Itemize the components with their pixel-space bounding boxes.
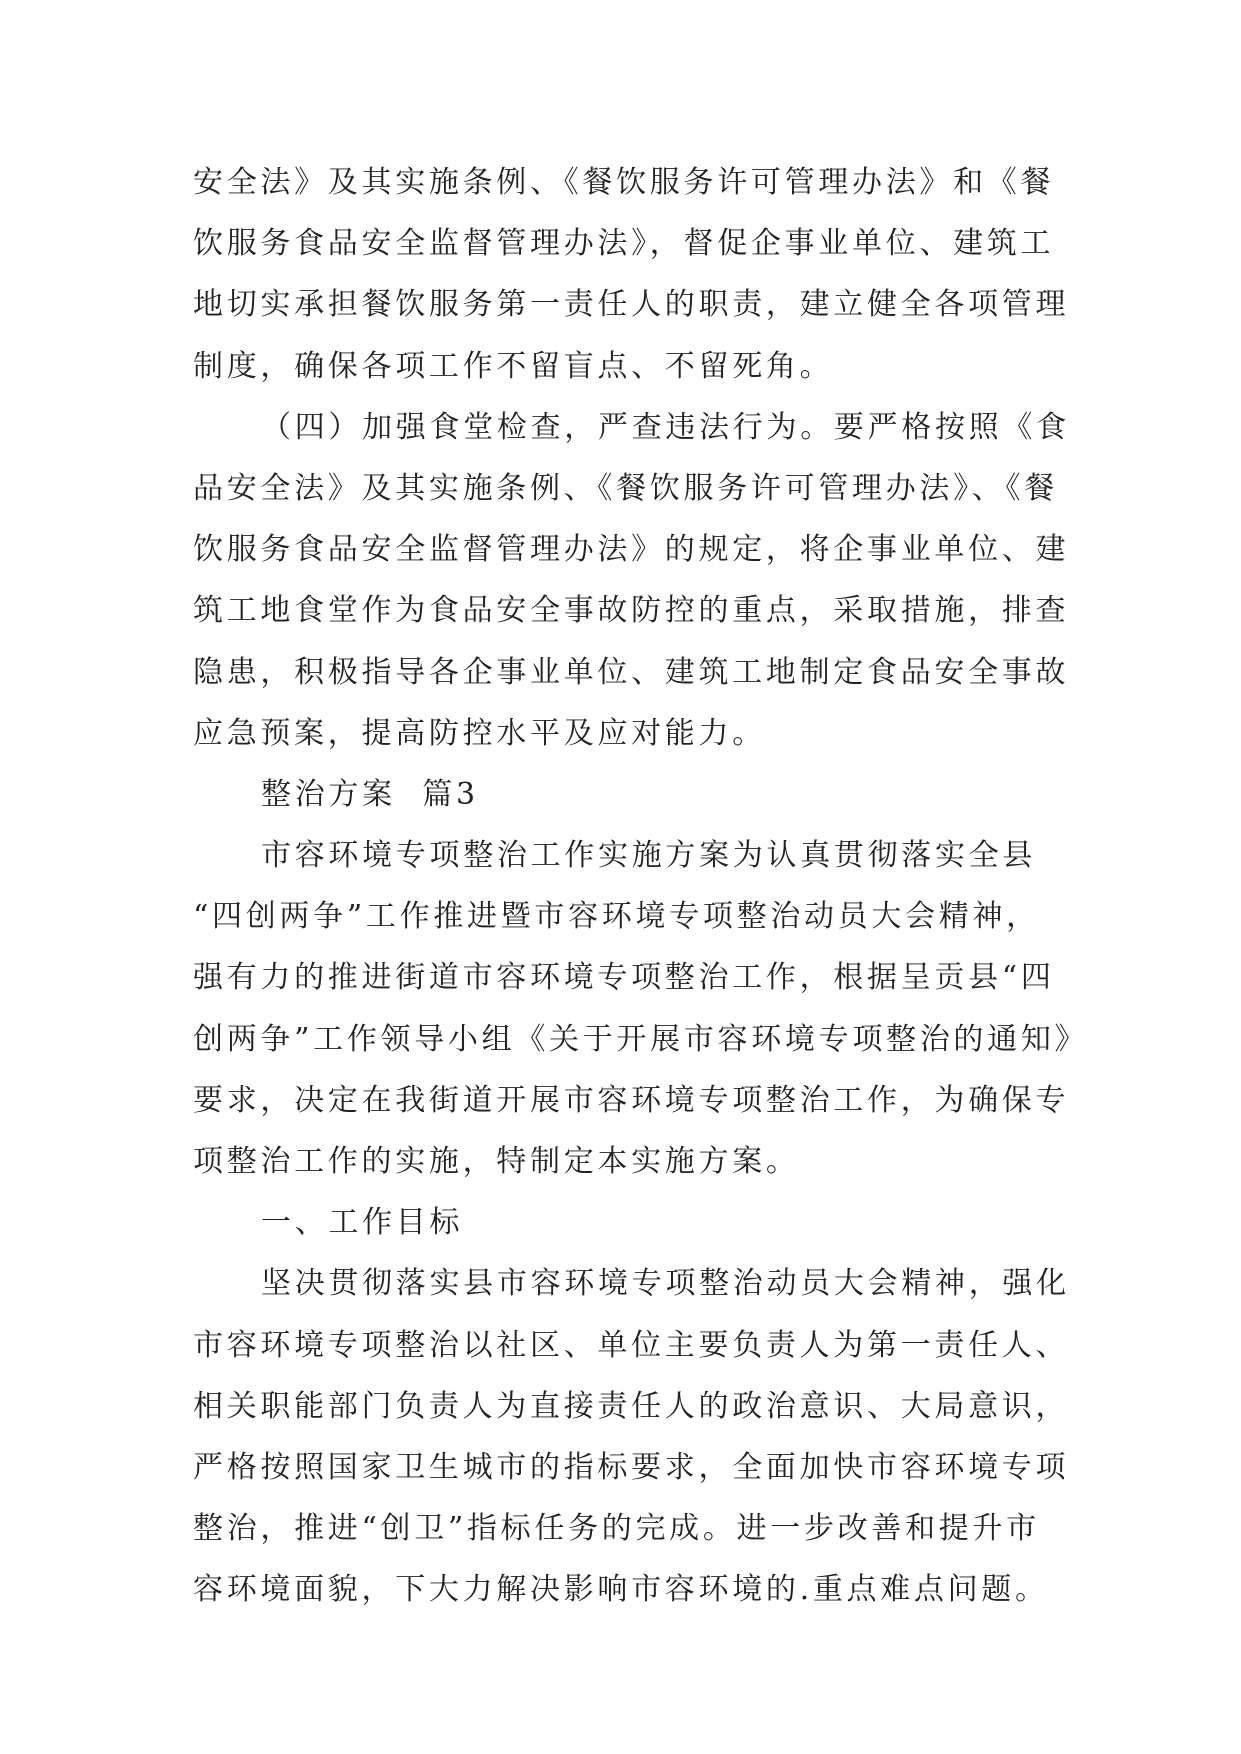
text-line: 容环境面貌，下大力解决影响市容环境的.重点难点问题。 (193, 1572, 1049, 1608)
text-line: 地切实承担餐饮服务第一责任人的职责，建立健全各项管理 (193, 287, 1070, 323)
document-body (193, 152, 1089, 1621)
text-line: 饮服务食品安全监督管理办法》的规定，将企事业单位、建 (193, 532, 1070, 568)
text-line: 相关职能部门负责人为直接责任人的政治意识、大局意识， (193, 1388, 1070, 1424)
text-line: 项整治工作的实施，特制定本实施方案。 (193, 1144, 800, 1179)
paragraph-start-line: 坚决贯彻落实县市容环境专项整治动员大会精神，强化 (261, 1266, 1070, 1302)
text-line: 制度，确保各项工作不留盲点、不留死角。 (193, 348, 834, 384)
text-line: 安全法》及其实施条例、《餐饮服务许可管理办法》和《餐 (193, 165, 1055, 200)
text-line: 要求，决定在我街道开展市容环境专项整治工作，为确保专 (193, 1082, 1070, 1118)
text-line: 强有力的推进街道市容环境专项整治工作，根据呈贡县“四 (193, 960, 1055, 996)
section-heading: 整治方案 篇3 (261, 776, 479, 812)
text-line: 市容环境专项整治以社区、单位主要负责人为第一责任人、 (193, 1327, 1070, 1363)
text-line: 品安全法》及其实施条例、《餐饮服务许可管理办法》、《餐 (193, 470, 1058, 506)
paragraph-start-line: （四）加强食堂检查，严查违法行为。要严格按照《食 (261, 409, 1070, 445)
text-line: 整治，推进“创卫”指标任务的完成。进一步改善和提升市 (193, 1511, 1040, 1547)
text-line: 隐患，积极指导各企事业单位、建筑工地制定食品安全事故 (193, 654, 1070, 690)
text-line: 饮服务食品安全监督管理办法》，督促企事业单位、建筑工 (193, 226, 1055, 262)
text-line: 创两争”工作领导小组《关于开展市容环境专项整治的通知》 (193, 1021, 1089, 1057)
subsection-heading: 一、工作目标 (261, 1205, 464, 1241)
text-line: 应急预案，提高防控水平及应对能力。 (193, 715, 766, 751)
text-line: “四创两争”工作推进暨市容环境专项整治动员大会精神， (193, 899, 1040, 935)
text-line: 筑工地食堂作为食品安全事故防控的重点，采取措施，排查 (193, 593, 1070, 629)
text-line: 严格按照国家卫生城市的指标要求，全面加快市容环境专项 (193, 1449, 1070, 1485)
paragraph-start-line: 市容环境专项整治工作实施方案为认真贯彻落实全县 (261, 838, 1037, 874)
